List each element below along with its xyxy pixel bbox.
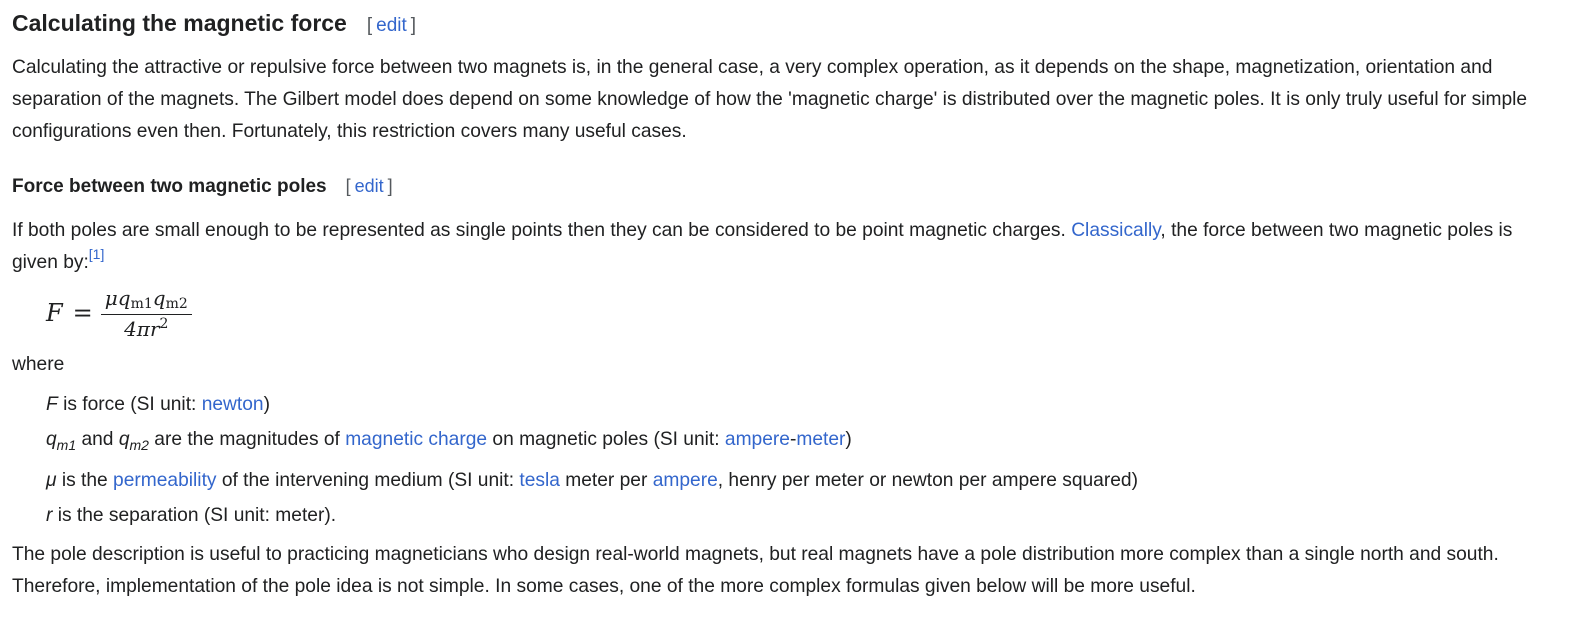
var-q: q	[46, 429, 57, 450]
formula-q2: q	[152, 285, 166, 310]
magnetic-charge-link[interactable]: magnetic charge	[345, 429, 488, 450]
formula-den-base: 4πr	[124, 316, 160, 341]
definition-separation	[46, 498, 1560, 533]
subsection-edit-link[interactable]: edit	[354, 176, 384, 196]
subsection-heading	[12, 172, 1560, 201]
pole-paragraph-text: If both poles are small enough to be represented as single points then they can be considered to be point magnetic charges.	[12, 220, 1072, 241]
formula-q1: q	[117, 285, 131, 310]
formula-sub2: m2	[165, 295, 188, 312]
def-text: of the intervening medium (SI unit:	[216, 470, 520, 491]
intro-paragraph: Calculating the attractive or repulsive force between two magnets is, in the general case, a very complex operation, as it depends on the shape, magnetization, orientation and separation of the magnets. The Gilbert model does depend on some knowledge of how the 'magnetic charge' is distributed over the magnetic poles. It is only truly useful for simple configurations even then. Fortunately, this restriction covers many useful cases.	[12, 57, 1528, 142]
def-text: -	[789, 429, 797, 450]
formula-den-exp: 2	[159, 315, 169, 332]
formula-denominator	[124, 315, 168, 341]
formula-fraction	[101, 286, 192, 341]
force-formula	[46, 281, 1560, 345]
def-text: is the separation (SI unit: meter).	[52, 505, 337, 526]
meter-link[interactable]: meter	[796, 429, 846, 450]
var-F: F	[46, 394, 58, 415]
var-qm2	[118, 429, 149, 453]
where-label: where	[12, 354, 65, 375]
pole-paragraph-text-2: , the force between two magnetic poles is given by:	[12, 220, 1513, 273]
var-mu: μ	[46, 470, 57, 491]
formula-mu: μ	[104, 285, 118, 310]
ampere-link[interactable]: ampere	[724, 429, 790, 450]
section-edit-link-wrapper: [ edit ]	[366, 15, 417, 36]
subsection-edit-link-wrapper: [ edit ]	[345, 176, 393, 196]
var-sub: m1	[56, 437, 77, 453]
definition-force	[46, 387, 1560, 422]
def-text: is the	[56, 470, 114, 491]
permeability-link[interactable]: permeability	[113, 470, 217, 491]
section-heading	[12, 6, 1560, 43]
definitions-list	[46, 387, 1560, 533]
def-text: is force (SI unit:	[57, 394, 202, 415]
def-text: meter per	[559, 470, 653, 491]
def-text: and	[76, 429, 119, 450]
tesla-link[interactable]: tesla	[519, 470, 560, 491]
definition-charges	[46, 422, 1560, 463]
def-text: on magnetic poles (SI unit:	[487, 429, 725, 450]
closing-paragraph: The pole description is useful to practicing magneticians who design real-world magnets, but real magnets have a pole distribution more complex than a single north and south. Therefore, implementation of the pole idea is not simple. In some cases, one of the more complex formulas given below will be more useful.	[12, 544, 1499, 597]
var-q: q	[118, 429, 130, 450]
var-qm1	[46, 429, 77, 453]
section-title: Calculating the magnetic force	[12, 10, 347, 36]
var-r: r	[46, 505, 53, 526]
section-edit-link[interactable]: edit	[376, 15, 407, 36]
var-sub: m2	[129, 437, 149, 453]
subsection-title: Force between two magnetic poles	[12, 176, 327, 197]
formula-lhs: F	[46, 299, 63, 327]
pole-paragraph	[12, 215, 1560, 279]
def-text: )	[845, 429, 852, 450]
citation-link[interactable]: [1]	[88, 246, 105, 262]
definition-permeability	[46, 463, 1560, 498]
def-text: are the magnitudes of	[148, 429, 346, 450]
ampere-link-2[interactable]: ampere	[652, 470, 718, 491]
formula-numerator	[101, 286, 192, 315]
classically-link[interactable]: Classically	[1071, 220, 1161, 241]
formula-equals: =	[72, 299, 93, 327]
newton-link[interactable]: newton	[201, 394, 264, 415]
def-text: , henry per meter or newton per ampere squared)	[717, 470, 1138, 491]
formula-sub1: m1	[130, 295, 153, 312]
def-text: )	[263, 394, 270, 415]
